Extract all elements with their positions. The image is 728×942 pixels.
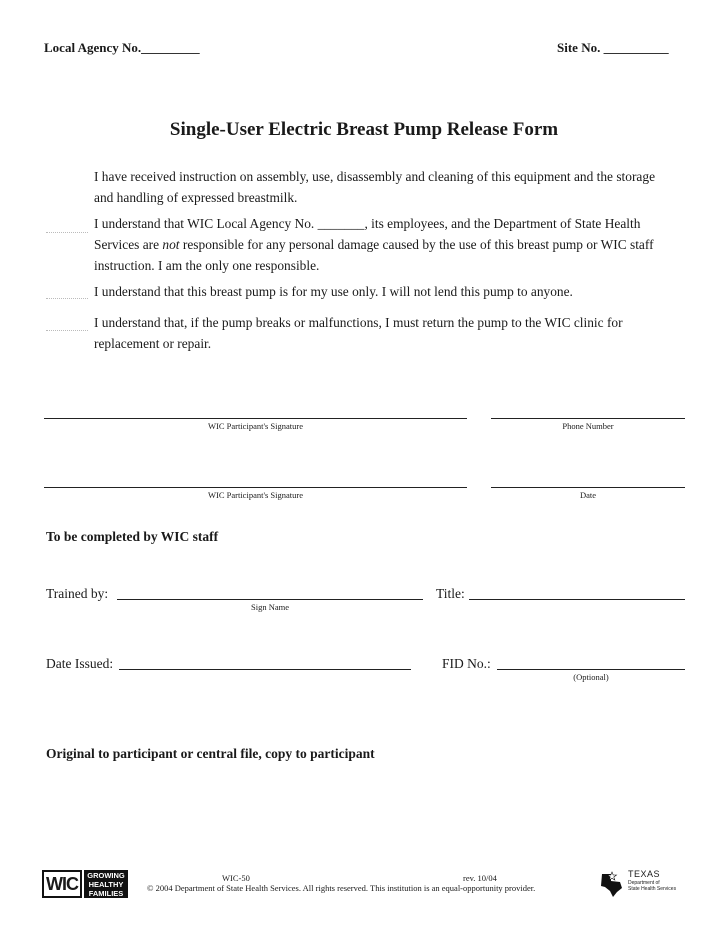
sign-name-caption: Sign Name bbox=[250, 602, 289, 612]
statement-return: I understand that, if the pump breaks or malfunctions, I must return the pump to the WIC clinic for replacement or repair. bbox=[94, 315, 623, 351]
wic-tagline-3: FAMILIES bbox=[88, 889, 124, 898]
statement-liability-part2: responsible for any personal damage caused by the use of this breast pump or WIC staff instruction. I am the only one responsible. bbox=[94, 237, 654, 273]
participant-signature-caption-2: WIC Participant's Signature bbox=[207, 490, 303, 500]
texas-logo-subtitle bbox=[628, 880, 676, 892]
trained-by-line[interactable] bbox=[117, 599, 423, 600]
statement-personal-use: I understand that this breast pump is for my use only. I will not lend this pump to anyone. bbox=[94, 284, 573, 299]
date-caption: Date bbox=[579, 490, 597, 500]
date-issued-line[interactable] bbox=[119, 669, 411, 670]
fid-number-label: FID No.: bbox=[442, 656, 491, 671]
statement-instruction: I have received instruction on assembly, use, disassembly and cleaning of this equipment and the storage and handling of expressed breastmilk. bbox=[94, 169, 656, 205]
initial-line-2 bbox=[46, 232, 88, 233]
form-title: Single-User Electric Breast Pump Release Form bbox=[169, 119, 559, 140]
texas-logo-sub1: Department of bbox=[628, 880, 660, 886]
texas-logo-sub2: State Health Services bbox=[628, 886, 677, 892]
trained-by-label: Trained by: bbox=[46, 586, 109, 601]
wic-logo bbox=[42, 870, 128, 898]
wic-tagline-2: HEALTHY bbox=[88, 880, 124, 889]
phone-number-caption: Phone Number bbox=[562, 421, 614, 431]
texas-logo-title: TEXAS bbox=[628, 869, 661, 879]
participant-signature-caption-1: WIC Participant's Signature bbox=[207, 421, 303, 431]
distribution-note: Original to participant or central file, copy to participant bbox=[46, 746, 375, 761]
title-line[interactable] bbox=[469, 599, 685, 600]
wic-logo-mark: WIC bbox=[42, 870, 82, 898]
optional-caption: (Optional) bbox=[573, 672, 609, 682]
texas-dshs-logo bbox=[598, 868, 688, 900]
wic-logo-tagline bbox=[84, 870, 128, 898]
copyright-notice: © 2004 Department of State Health Services. All rights reserved. This institution is an equal-opportunity provider. bbox=[147, 883, 536, 893]
participant-signature-line-2[interactable] bbox=[44, 487, 467, 488]
staff-section-heading: To be completed by WIC staff bbox=[46, 529, 219, 544]
title-label: Title: bbox=[436, 586, 465, 601]
local-agency-label: Local Agency No._________ bbox=[44, 40, 200, 55]
initial-line-3 bbox=[46, 298, 88, 299]
wic-tagline-1: GROWING bbox=[87, 871, 125, 880]
site-number-label: Site No. __________ bbox=[557, 40, 669, 55]
date-line[interactable] bbox=[491, 487, 685, 488]
statement-liability bbox=[94, 213, 674, 276]
initial-line-4 bbox=[46, 330, 88, 331]
revision-date: rev. 10/04 bbox=[463, 873, 497, 883]
fid-number-line[interactable] bbox=[497, 669, 685, 670]
form-number: WIC-50 bbox=[222, 873, 250, 883]
phone-number-line[interactable] bbox=[491, 418, 685, 419]
date-issued-label: Date Issued: bbox=[46, 656, 114, 671]
texas-state-icon bbox=[598, 870, 626, 898]
statement-liability-part1: I understand that WIC Local Agency No. _______, its employees, and the Department of State Health Services are bbox=[94, 216, 641, 252]
statement-liability-emphasis: not bbox=[162, 237, 180, 252]
participant-signature-line-1[interactable] bbox=[44, 418, 467, 419]
